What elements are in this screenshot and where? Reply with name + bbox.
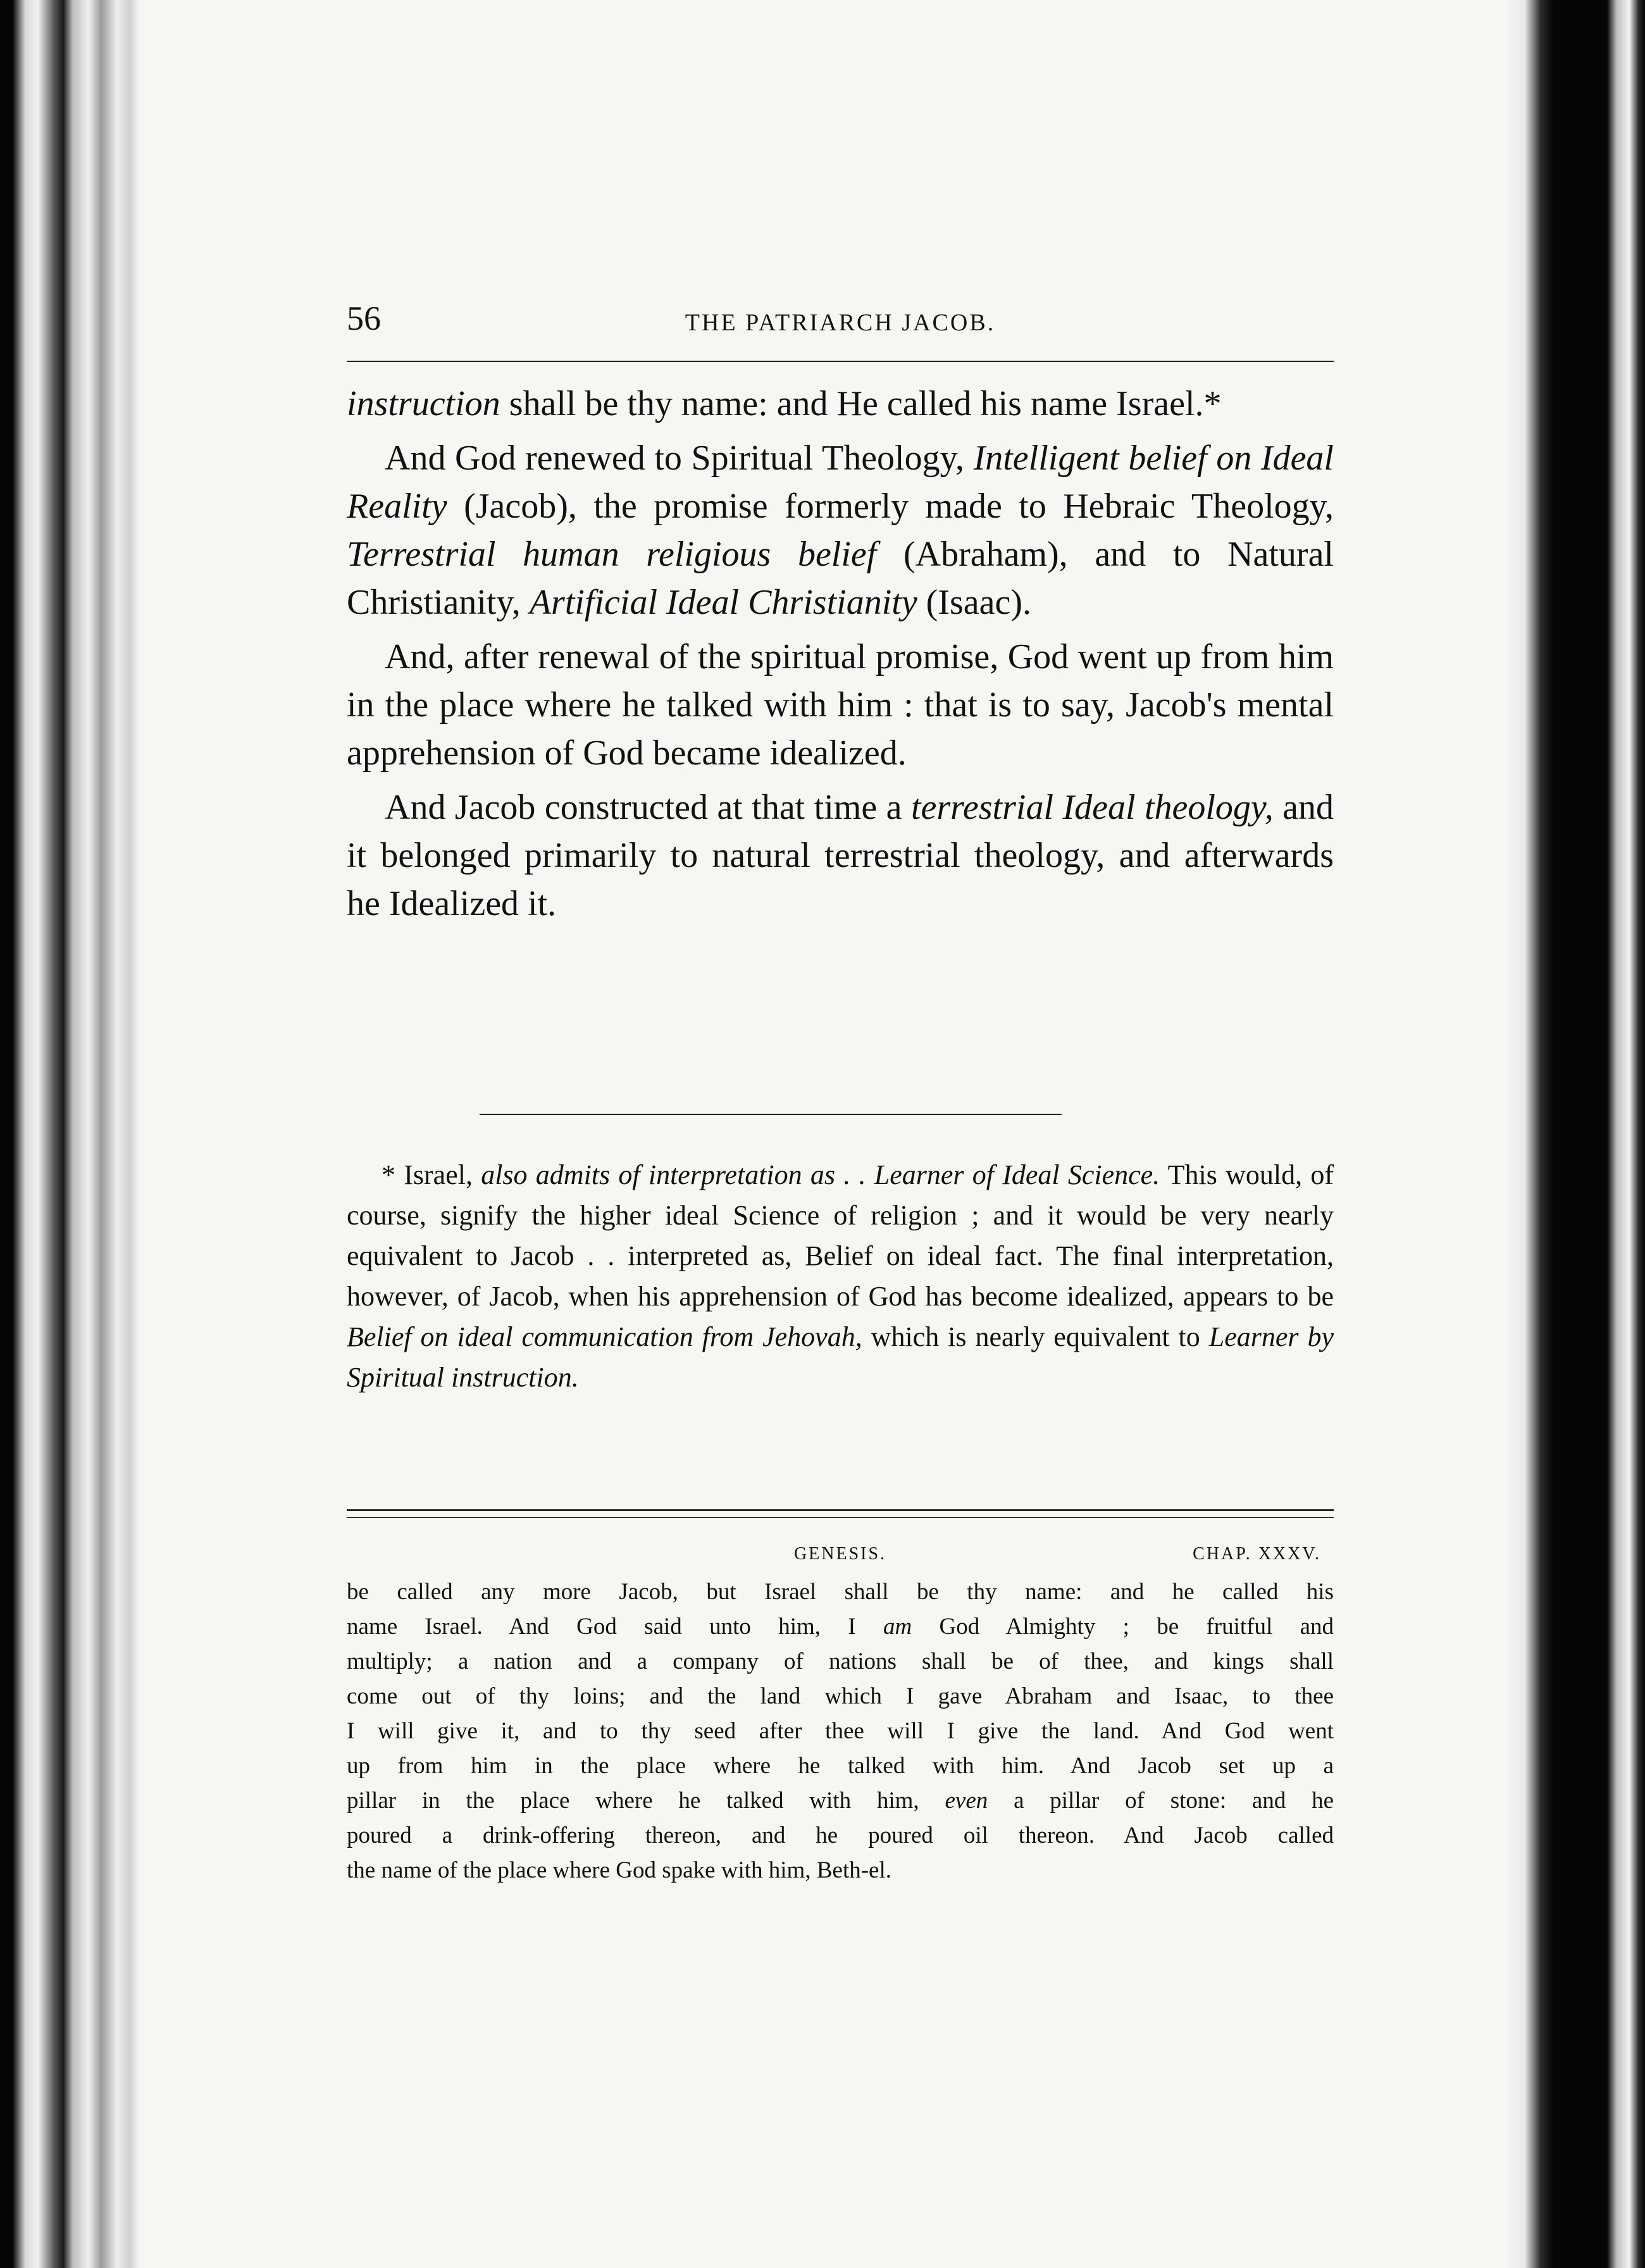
page-header	[347, 299, 1334, 343]
scripture-line: pillar in the place where he talked with him, even a pillar of stone: and he	[347, 1788, 1334, 1814]
scripture-line: up from him in the place where he talked with him. And Jacob set up a	[347, 1753, 1334, 1779]
book-binding-left	[0, 0, 139, 2268]
header-rule	[347, 361, 1334, 362]
scripture-chapter: CHAP. XXXV.	[1193, 1544, 1321, 1564]
section-rule-bottom	[347, 1517, 1334, 1518]
book-edge-right	[1506, 0, 1645, 2268]
paragraph-4: And Jacob constructed at that time a terrestrial Ideal theology, and it belonged primarily to natural terrestrial theology, and afterwards he Idealized it.	[347, 788, 1334, 923]
scripture-line: I will give it, and to thy seed after thee will I give the land. And God went	[347, 1718, 1334, 1744]
paragraph-2: And God renewed to Spiritual Theology, Intelligent belief on Ideal Reality (Jacob), the promise formerly made to Hebraic Theology, Terrestrial human religious belief (Abraham), and to Natural Christianity, Artificial Ideal Christianity (Isaac).	[347, 439, 1334, 622]
page-number: 56	[347, 299, 381, 337]
footnote-rule	[480, 1114, 1062, 1115]
running-title: THE PATRIARCH JACOB.	[685, 309, 996, 336]
scripture-line: poured a drink-offering thereon, and he poured oil thereon. And Jacob called	[347, 1822, 1334, 1848]
scripture-line: the name of the place where God spake with him, Beth-el.	[347, 1857, 891, 1883]
main-text	[347, 380, 1334, 934]
scripture-line: multiply; a nation and a company of nations shall be of thee, and kings shall	[347, 1648, 1334, 1674]
footnote: * Israel, also admits of interpretation as . . Learner of Ideal Science. This would, of course, signify the higher ideal Science of religion ; and it would be very nearly equivalent to Jacob . . interpreted as, Belief on ideal fact. The final interpretation, however, of Jacob, when his apprehension of God has become idealized, appears to be Belief on ideal communication from Jehovah, which is nearly equivalent to Learner by Spiritual instruction.	[347, 1159, 1334, 1393]
paragraph-3: And, after renewal of the spiritual promise, God went up from him in the place where he talked with him : that is to say, Jacob's mental apprehension of God became idealized.	[347, 637, 1334, 773]
scripture-text	[347, 1574, 1334, 1888]
scripture-book: GENESIS.	[793, 1544, 887, 1564]
scripture-line: name Israel. And God said unto him, I am God Almighty ; be fruitful and	[347, 1614, 1334, 1640]
paragraph-1: instruction shall be thy name: and He called his name Israel.*	[347, 384, 1222, 423]
section-rule-top	[347, 1509, 1334, 1511]
scripture-header	[347, 1544, 1334, 1569]
scripture-line: come out of thy loins; and the land which I gave Abraham and Isaac, to thee	[347, 1683, 1334, 1709]
scripture-line: be called any more Jacob, but Israel shall be thy name: and he called his	[347, 1579, 1334, 1605]
